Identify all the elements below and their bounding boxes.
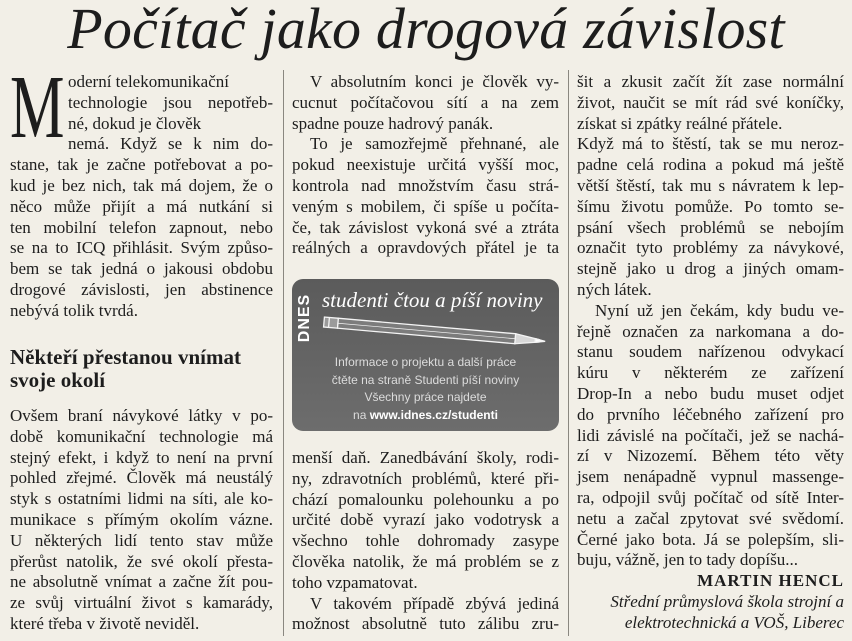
text-line: získat si zpátky reálné přátele. <box>577 113 783 133</box>
text-line: označit tyto problémy za návykové, <box>577 238 844 258</box>
paragraph <box>10 406 273 635</box>
promo-url-line <box>292 407 559 425</box>
text-line: veným s mobilem, či spíše u počíta- <box>292 196 559 216</box>
text-line: chází pomalounku polehounku a po <box>292 489 559 509</box>
drop-cap-lines <box>10 72 273 155</box>
text-line: menší daň. Zanedbávání školy, rodi- <box>292 448 559 467</box>
text-line: Drop-In a nebo budu muset odjet <box>577 383 844 403</box>
text-line: technologie jsou nepotřeb- <box>68 92 273 112</box>
drop-cap: M <box>10 58 65 157</box>
text-line: Nyní už jen čekám, kdy budu ve- <box>595 300 844 320</box>
promo-box <box>292 279 559 431</box>
text-line: větší štěstí, tak mu s návratem k lep- <box>577 175 844 195</box>
text-line: život, naučit se mít rád své koníčky, <box>577 92 844 112</box>
author-name: MARTIN HENCL <box>697 571 844 591</box>
text-line: něco může přijít a má nutkání si <box>10 196 273 216</box>
text-line: Černé jako bota. Já se polepším, sli- <box>577 529 844 549</box>
paragraph <box>292 134 559 259</box>
text-line: spadne pouze hadrový panák. <box>292 113 494 133</box>
text-line: elektrotechnická a VOŠ, Liberec <box>624 612 844 632</box>
text-line: jsem nenápadně vypnul massenge- <box>577 467 844 487</box>
text-line: toho vzpamatovat. <box>292 572 418 592</box>
text-line: kúru v některém ze zařízení <box>577 363 844 383</box>
text-line: drogové závislosti, jen abstinence <box>10 279 273 299</box>
text-line: oderní telekomunikační <box>68 72 229 91</box>
paragraph <box>577 134 844 300</box>
pencil-drawing <box>324 317 546 346</box>
article-title: Počítač jako drogová závislost <box>67 0 785 61</box>
promo-url-prefix: na <box>353 407 367 422</box>
text-line: ra, odpojil svůj počítač od sítě Inter- <box>577 487 844 507</box>
text-line: U některých lidí tento stav může <box>10 530 273 550</box>
text-line: Když má to štěstí, tak se mu neroz- <box>577 134 844 154</box>
text-line: zí v Nizozemí. Během této věty <box>577 446 844 466</box>
text-line: padne celá rodina a pokud má ještě <box>577 155 844 175</box>
promo-info-line: Informace o projektu a další práce <box>334 355 517 369</box>
text-line: reálných a opravdových přátel je ta <box>292 238 559 258</box>
text-line: přerůst natolik, že své okolí přesta- <box>10 551 273 571</box>
column-rule <box>568 70 569 636</box>
paragraph <box>577 72 844 134</box>
text-line: určité době vyrazí jako vodotrysk a <box>292 510 559 530</box>
text-line: ných látek. <box>577 279 652 299</box>
text-line: ny, zdravotních problémů, které při- <box>292 468 559 488</box>
promo-info-line: Všechny práce najdete <box>364 390 487 404</box>
text-line: stane, tak je začne potřebovat a po- <box>10 155 273 175</box>
text-line: šímu životu pomůže. Po tomto se- <box>577 196 844 216</box>
column-2-bottom <box>292 448 559 635</box>
column-3 <box>577 72 844 634</box>
text-line: stejně jako u drog a jiných omam- <box>577 259 844 279</box>
column-rule <box>283 70 284 636</box>
text-line: stanu soudem nařízenou odvykací <box>577 342 844 362</box>
column-1-intro <box>10 72 273 322</box>
text-line: které třeba v životě neviděl. <box>10 613 200 633</box>
promo-url: www.idnes.cz/studenti <box>369 407 498 422</box>
text-line: do prvního léčebného zařízení pro <box>577 404 844 424</box>
text-line: če, tak závislost vykoná své a ztráta <box>292 217 559 237</box>
text-line: nemá. Když se k nim do- <box>68 134 273 154</box>
pencil-tip <box>535 339 545 343</box>
text-line: nebývá tolik tvrdá. <box>10 300 138 320</box>
paragraph <box>292 448 559 594</box>
text-line: lidi závislé na počítači, jež se nachá- <box>577 425 844 445</box>
paragraph <box>577 301 844 571</box>
subheading <box>10 346 273 392</box>
column-1-body <box>10 406 273 635</box>
text-line: se na to ICQ přihlásit. Svým způso- <box>10 238 273 258</box>
text-line: styk s ostatními lidmi na síti, ale ko- <box>10 489 273 509</box>
text-line: době komunikační technologie má <box>10 426 273 446</box>
text-line: Ovšem braní návykové látky v po- <box>10 406 273 425</box>
subheading-line: Někteří přestanou vnímat <box>10 345 241 369</box>
text-line: všechno tohle dohromady zasype <box>292 531 559 551</box>
text-line: ze svůj virtuální život s kamarády, <box>10 593 273 613</box>
text-line: šit a zkusit začít žít zase normální <box>577 72 844 91</box>
text-line: né, dokud je člověk <box>68 113 202 133</box>
text-line: munikace s přímým okolím vázne. <box>10 509 273 529</box>
pencil-ferrule <box>329 317 330 327</box>
text-line: V absolutním konci je člověk vy- <box>310 72 559 91</box>
text-line: psání všech problémů se nebojím <box>577 217 844 237</box>
text-line: V takovém případě zbývá jediná <box>310 593 559 613</box>
text-line: stejný efekt, i když to není na první <box>10 447 273 467</box>
text-line: netu a začal zpytovat své svědomí. <box>577 508 844 528</box>
text-line: možnost absolutně tuto zálibu zru- <box>292 614 559 634</box>
paragraph <box>292 72 559 134</box>
promo-info-line: čtěte na straně Studenti píší noviny <box>331 372 520 387</box>
promo-info <box>292 354 559 424</box>
text-line: buju, vážně, jen to tady dopíšu... <box>577 550 798 570</box>
text-line: To je samozřejmě přehnané, ale <box>310 134 559 154</box>
paragraph <box>292 594 559 636</box>
text-line: pokud neexistuje určitá vyšší moc, <box>292 155 559 175</box>
pencil-eraser <box>324 317 339 328</box>
text-line: Střední průmyslová škola strojní a <box>610 591 844 611</box>
text-line: bem se tak jedná o jakousi obdobu <box>10 259 273 279</box>
promo-slogan: studenti čtou a píší noviny <box>322 288 543 312</box>
text-line: ten mobilní telefon zapnout, nebo <box>10 217 273 237</box>
subheading-line: svoje okolí <box>10 368 106 392</box>
text-line: pohled zřejmé. Člověk má neustálý <box>10 468 273 488</box>
text-line: řejně označen za narkomana a do- <box>577 321 844 341</box>
author-school <box>577 592 844 634</box>
paragraph <box>10 155 273 321</box>
text-line: kontrola nad množstvím času strá- <box>292 175 559 195</box>
text-line: ne absolutně vnímat a začne žít pou- <box>10 572 273 592</box>
text-line: člověka natolik, že má problém se z <box>292 551 559 571</box>
text-line: kud je bez nich, tak má dojem, že o <box>10 175 273 195</box>
text-line: cucnut počítačovou sítí a na zem <box>292 92 559 112</box>
column-2-top <box>292 72 559 259</box>
dnes-logo: DNES <box>296 293 313 343</box>
